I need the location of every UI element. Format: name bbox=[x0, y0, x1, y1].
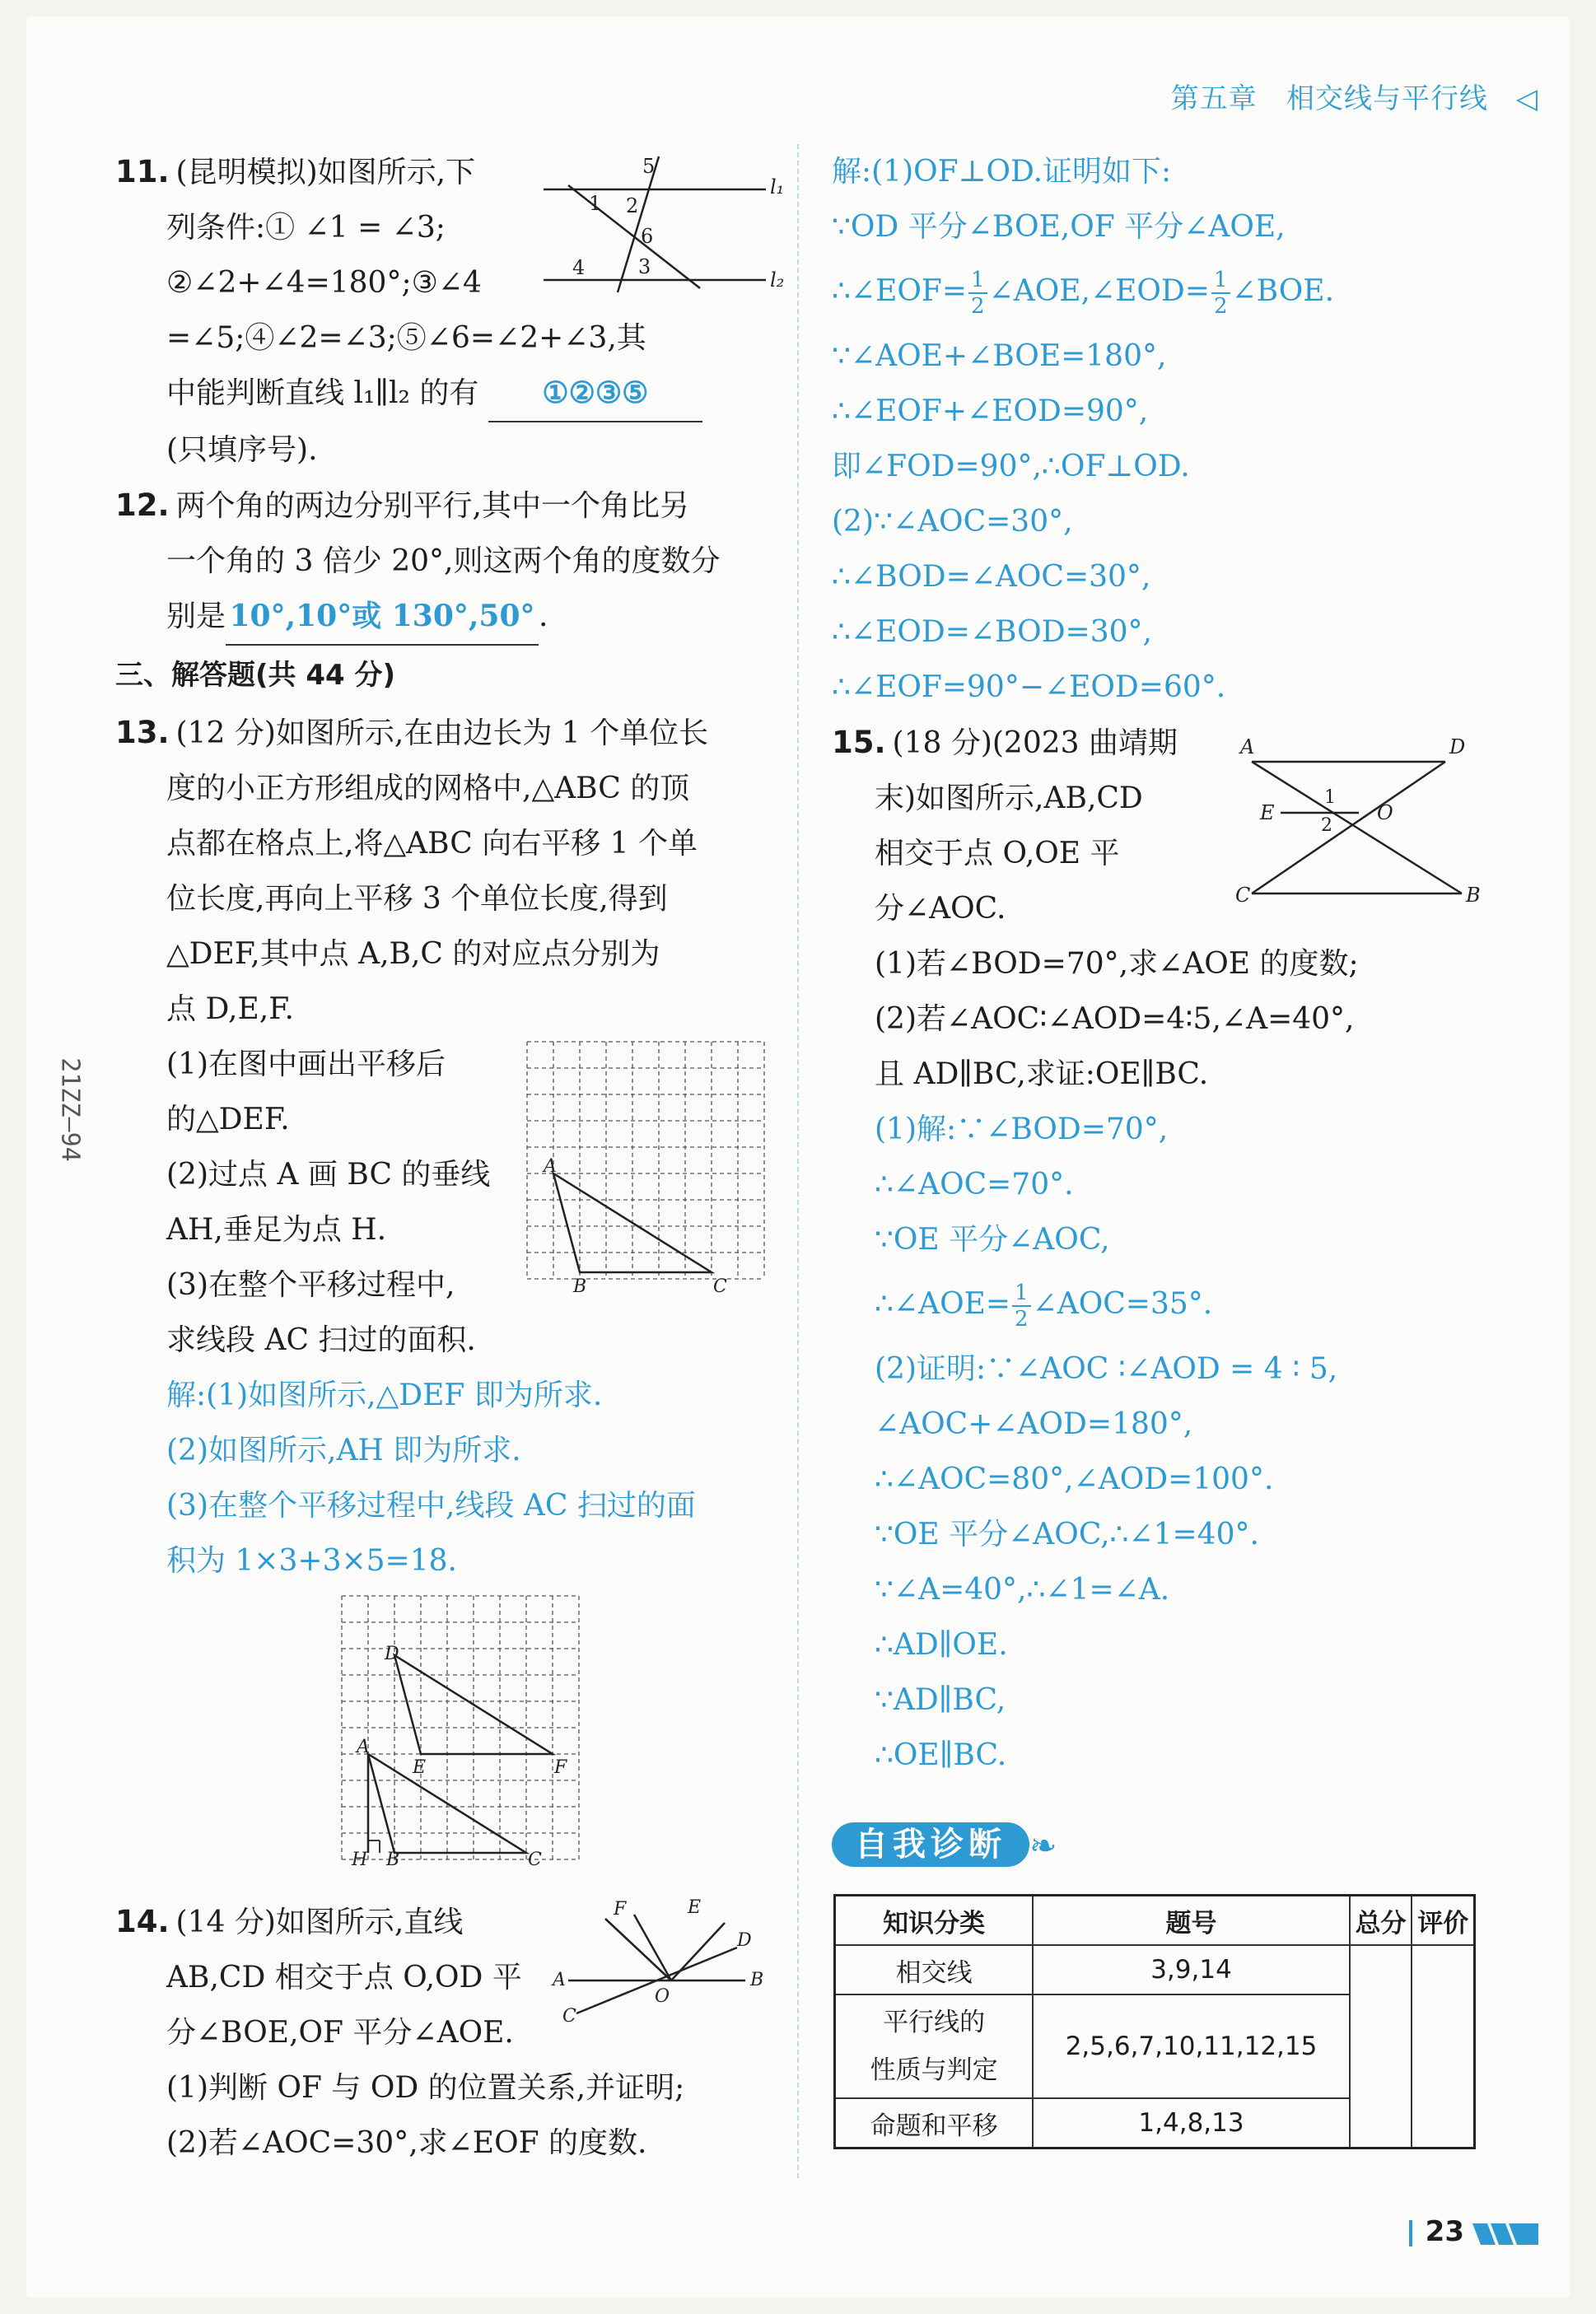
q13-line6: 点 D,E,F. bbox=[166, 992, 295, 1026]
q13-sub2-line2: AH,垂足为点 H. bbox=[166, 1213, 387, 1247]
q13-grid-figure bbox=[527, 1033, 770, 1305]
q13-answer-figure bbox=[342, 1593, 589, 1869]
q14-line1: (14 分)如图所示,直线 bbox=[175, 1906, 464, 1939]
self-check-title: 自我诊断 bbox=[832, 1822, 1029, 1867]
q14-answer3c: ∠BOE. bbox=[1231, 274, 1335, 308]
q14-sub2: (2)若∠AOC=30°,求∠EOF 的度数. bbox=[166, 2126, 647, 2160]
fig-label: B bbox=[1466, 884, 1481, 907]
chapter-marker-icon: ◁ bbox=[1515, 82, 1538, 115]
q13-line2: 度的小正方形组成的网格中,△ABC 的顶 bbox=[166, 772, 690, 805]
q11-line3: ②∠2+∠4=180°;③∠4 bbox=[166, 266, 482, 300]
fig-label: D bbox=[737, 1930, 752, 1951]
fig-label: C bbox=[528, 1850, 542, 1870]
table-cell: 平行线的 性质与判定 bbox=[835, 1994, 1034, 2098]
q11-line4: =∠5;④∠2=∠3;⑤∠6=∠2+∠3,其 bbox=[166, 321, 646, 355]
q15-answer4a: ∴∠AOE= bbox=[875, 1287, 1011, 1321]
fig-label: A bbox=[357, 1737, 370, 1757]
q13-line4: 位长度,再向上平移 3 个单位长度,得到 bbox=[166, 882, 668, 916]
q14-solution bbox=[832, 144, 1491, 715]
section-heading: 三、解答题(共 44 分) bbox=[115, 659, 396, 692]
q15-answer7: ∴∠AOC=80°,∠AOD=100°. bbox=[875, 1463, 1274, 1496]
table-cell: 1,4,8,13 bbox=[1033, 2098, 1350, 2148]
table-header: 知识分类 bbox=[835, 1896, 1034, 1946]
fig-label: C bbox=[713, 1276, 727, 1297]
table-cell: 3,9,14 bbox=[1033, 1945, 1350, 1994]
fig-label: 2 bbox=[1321, 815, 1332, 836]
q15-figure bbox=[1235, 737, 1482, 910]
fig-label: O bbox=[1377, 801, 1393, 824]
q12-period: . bbox=[539, 599, 548, 633]
fig-label: l₁ bbox=[770, 175, 785, 198]
table-cell-eval bbox=[1412, 1945, 1474, 2148]
q11-figure bbox=[535, 148, 785, 296]
q13-answer4: 积为 1×3+3×5=18. bbox=[166, 1544, 457, 1578]
fig-label: B bbox=[750, 1970, 764, 1990]
q13-sub3-line2: 求线段 AC 扫过的面积. bbox=[166, 1323, 476, 1357]
q15-answer6: ∠AOC+∠AOD=180°, bbox=[875, 1407, 1193, 1441]
q14-sub1: (1)判断 OF 与 OD 的位置关系,并证明; bbox=[166, 2071, 685, 2105]
table-header: 评价 bbox=[1412, 1896, 1474, 1946]
q15-line2: 末)如图所示,AB,CD bbox=[875, 781, 1143, 815]
self-check-badge bbox=[832, 1816, 1079, 1873]
fig-label: D bbox=[1449, 735, 1466, 758]
side-code: 21ZZ—94 bbox=[55, 1057, 85, 1162]
fraction-half: $\frac{1}{2}$ bbox=[1211, 268, 1230, 319]
fig-label: 6 bbox=[641, 225, 654, 248]
fig-label: 2 bbox=[626, 194, 639, 217]
q15-answer1: (1)解:∵∠BOD=70°, bbox=[875, 1113, 1169, 1146]
q15-answer3: ∵OE 平分∠AOC, bbox=[875, 1223, 1110, 1257]
page-number-bar bbox=[1409, 2220, 1412, 2246]
page-stripes-icon bbox=[1472, 2223, 1538, 2245]
q13-sub1-line1: (1)在图中画出平移后 bbox=[166, 1047, 446, 1081]
q14-line2: AB,CD 相交于点 O,OD 平 bbox=[166, 1961, 522, 1994]
fraction-half: $\frac{1}{2}$ bbox=[968, 268, 987, 319]
fig-label: B bbox=[386, 1850, 400, 1870]
q13-line3: 点都在格点上,将△ABC 向右平移 1 个单 bbox=[166, 827, 698, 861]
q15-sub2: (2)若∠AOC∶∠AOD=4∶5,∠A=40°, bbox=[875, 1002, 1355, 1036]
q15-answer2: ∴∠AOC=70°. bbox=[875, 1168, 1074, 1201]
table-cell: 相交线 bbox=[835, 1945, 1034, 1994]
q13-line1: (12 分)如图所示,在由边长为 1 个单位长 bbox=[175, 716, 709, 750]
q15-sub1: (1)若∠BOD=70°,求∠AOE 的度数; bbox=[875, 947, 1359, 981]
table-header-row bbox=[835, 1896, 1475, 1946]
q14-number: 14. bbox=[115, 1904, 170, 1939]
q14-answer2: ∵OD 平分∠BOE,OF 平分∠AOE, bbox=[832, 210, 1286, 244]
q15-answer10: ∴AD∥OE. bbox=[875, 1628, 1008, 1662]
table-cell: 命题和平移 bbox=[835, 2098, 1034, 2148]
fig-label: 5 bbox=[642, 155, 656, 178]
fraction-half: $\frac{1}{2}$ bbox=[1012, 1281, 1031, 1332]
q15-answer11: ∵AD∥BC, bbox=[875, 1683, 1006, 1717]
left-column bbox=[115, 144, 774, 2160]
fig-label: O bbox=[655, 1986, 670, 2007]
table-cell: 2,5,6,7,10,11,12,15 bbox=[1033, 1994, 1350, 2098]
fig-label: 1 bbox=[1324, 787, 1336, 808]
chapter-title: 相交线与平行线 bbox=[1286, 82, 1489, 115]
fig-label: C bbox=[562, 2006, 576, 2027]
q11-line6: (只填序号). bbox=[166, 433, 318, 467]
q15-number: 15. bbox=[832, 725, 886, 760]
fig-label: 3 bbox=[638, 255, 651, 278]
q13-answer3: (3)在整个平移过程中,线段 AC 扫过的面 bbox=[166, 1489, 696, 1523]
q14-answer4: ∵∠AOE+∠BOE=180°, bbox=[832, 339, 1167, 373]
q11-answer: ①②③⑤ bbox=[488, 366, 702, 422]
fig-label: F bbox=[614, 1899, 627, 1920]
q15-line4: 分∠AOC. bbox=[875, 892, 1006, 926]
fig-label: H bbox=[352, 1850, 368, 1870]
q15-sub3: 且 AD∥BC,求证:OE∥BC. bbox=[875, 1057, 1209, 1091]
q12-answer: 10°,10°或 130°,50° bbox=[226, 589, 539, 646]
fig-label: A bbox=[553, 1970, 566, 1990]
table-header: 总分 bbox=[1350, 1896, 1412, 1946]
page-number: 23 bbox=[1409, 2215, 1464, 2248]
q15-answer8: ∵OE 平分∠AOC,∴∠1=40°. bbox=[875, 1518, 1259, 1551]
q13-answer2: (2)如图所示,AH 即为所求. bbox=[166, 1434, 521, 1467]
fig-label: A bbox=[1240, 735, 1255, 758]
q12-line2: 一个角的 3 倍少 20°,则这两个角的度数分 bbox=[166, 544, 721, 578]
q15-answer5: (2)证明:∵∠AOC ∶∠AOD = 4 ∶ 5, bbox=[875, 1352, 1338, 1386]
q14-answer1: 解:(1)OF⊥OD.证明如下: bbox=[832, 155, 1172, 189]
q12-line1: 两个角的两边分别平行,其中一个角比另 bbox=[175, 489, 689, 523]
fig-label: F bbox=[554, 1757, 567, 1778]
fig-label: D bbox=[385, 1644, 399, 1664]
q13-sub1-line2: 的△DEF. bbox=[166, 1103, 290, 1136]
right-column bbox=[832, 144, 1491, 1783]
fig-label: 1 bbox=[589, 192, 602, 215]
table-header: 题号 bbox=[1033, 1896, 1350, 1946]
q15-answer12: ∴OE∥BC. bbox=[875, 1738, 1007, 1772]
column-divider bbox=[797, 144, 799, 2178]
q11-line2: 列条件:① ∠1 = ∠3; bbox=[166, 211, 446, 245]
fig-label: E bbox=[413, 1757, 427, 1778]
q14-figure bbox=[548, 1890, 770, 2026]
q11-line5: 中能判断直线 l₁∥l₂ 的有 bbox=[166, 376, 479, 410]
fig-label: 4 bbox=[572, 256, 586, 279]
self-check-table bbox=[833, 1894, 1476, 2149]
q14-line3: 分∠BOE,OF 平分∠AOE. bbox=[166, 2016, 514, 2050]
q15-line3: 相交于点 O,OE 平 bbox=[875, 837, 1120, 870]
q11-line1: (昆明模拟)如图所示,下 bbox=[175, 156, 476, 189]
table-row bbox=[835, 1945, 1475, 1994]
q14-answer5: ∴∠EOF+∠EOD=90°, bbox=[832, 394, 1149, 428]
q13-answer1: 解:(1)如图所示,△DEF 即为所求. bbox=[166, 1379, 603, 1412]
q14-answer8: ∴∠BOD=∠AOC=30°, bbox=[832, 560, 1151, 594]
q14-answer7: (2)∵∠AOC=30°, bbox=[832, 505, 1073, 539]
chapter-header bbox=[1171, 76, 1538, 116]
q13-sub2-line1: (2)过点 A 画 BC 的垂线 bbox=[166, 1158, 491, 1192]
q14-answer10: ∴∠EOF=90°−∠EOD=60°. bbox=[832, 670, 1226, 704]
q12-line3: 别是 bbox=[166, 599, 226, 633]
q15-line1: (18 分)(2023 曲靖期 bbox=[892, 726, 1178, 760]
fig-label: E bbox=[1260, 801, 1275, 824]
fig-label: C bbox=[1235, 884, 1251, 907]
fig-label: E bbox=[688, 1897, 702, 1918]
question-12 bbox=[115, 478, 774, 646]
q14-answer6: 即∠FOD=90°,∴OF⊥OD. bbox=[832, 450, 1190, 483]
chapter-number: 第五章 bbox=[1170, 82, 1258, 115]
q13-number: 13. bbox=[115, 715, 170, 750]
fig-label: B bbox=[573, 1276, 587, 1297]
q12-number: 12. bbox=[115, 488, 170, 523]
q14-answer3a: ∴∠EOF= bbox=[832, 274, 968, 308]
fig-label: l₂ bbox=[770, 268, 785, 292]
q15-answer9: ∵∠A=40°,∴∠1=∠A. bbox=[875, 1573, 1170, 1607]
fig-label: A bbox=[544, 1156, 557, 1177]
q11-number: 11. bbox=[115, 154, 170, 189]
table-cell-score bbox=[1350, 1945, 1412, 2148]
q13-sub3-line1: (3)在整个平移过程中, bbox=[166, 1268, 455, 1302]
leaf-icon: ❧ bbox=[1029, 1827, 1057, 1865]
q15-answer4b: ∠AOC=35°. bbox=[1032, 1287, 1213, 1321]
q14-answer3b: ∠AOE,∠EOD= bbox=[988, 274, 1210, 308]
q14-answer9: ∴∠EOD=∠BOD=30°, bbox=[832, 615, 1152, 649]
q13-line5: △DEF,其中点 A,B,C 的对应点分别为 bbox=[166, 937, 660, 971]
